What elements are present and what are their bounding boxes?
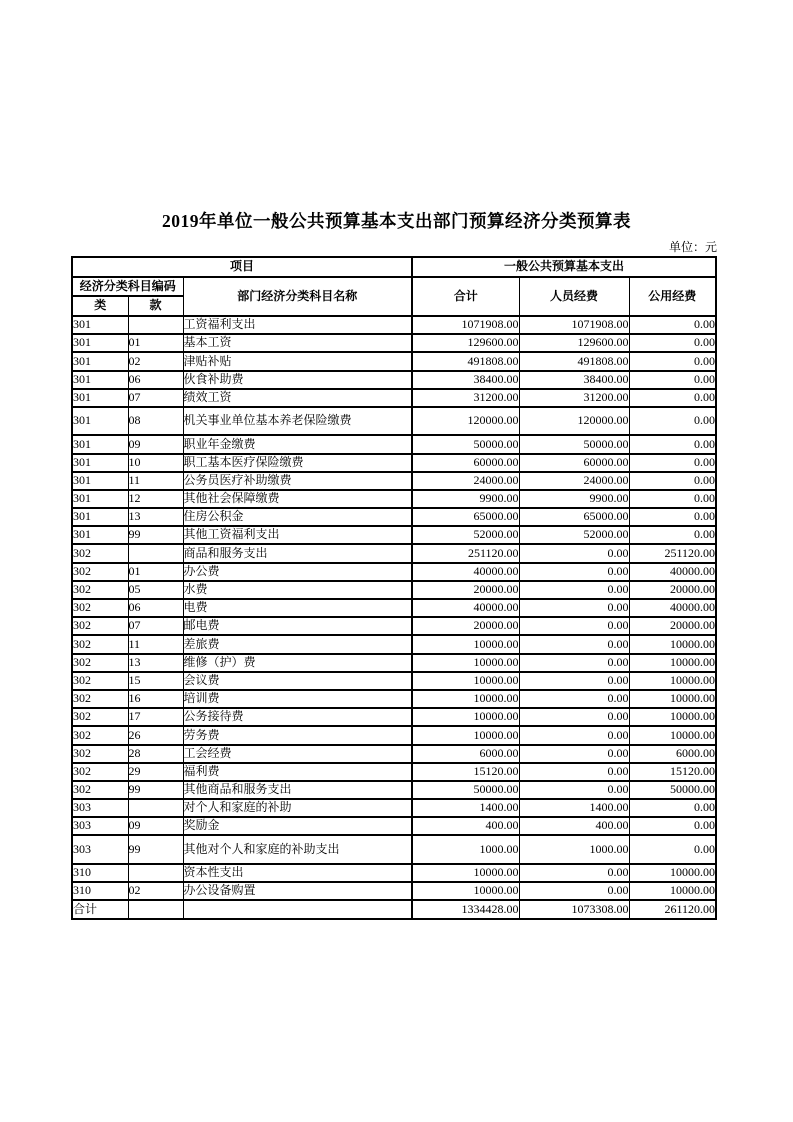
table-row bbox=[72, 407, 716, 435]
header-col-item: 款 bbox=[128, 296, 183, 316]
cell-name: 工资福利支出 bbox=[183, 316, 412, 334]
cell-public: 10000.00 bbox=[629, 708, 716, 726]
cell-public: 6000.00 bbox=[629, 745, 716, 763]
cell-total: 10000.00 bbox=[412, 864, 519, 882]
cell-code-item: 99 bbox=[128, 781, 183, 799]
cell-total: 40000.00 bbox=[412, 599, 519, 617]
total-row-personnel: 1073308.00 bbox=[519, 900, 629, 919]
cell-public: 10000.00 bbox=[629, 672, 716, 690]
header-col-public: 公用经费 bbox=[629, 277, 716, 316]
table-header bbox=[72, 257, 716, 316]
cell-public: 0.00 bbox=[629, 799, 716, 817]
table-row bbox=[72, 371, 716, 389]
cell-name: 商品和服务支出 bbox=[183, 544, 412, 562]
cell-personnel: 38400.00 bbox=[519, 371, 629, 389]
cell-personnel: 24000.00 bbox=[519, 472, 629, 490]
cell-code-item: 07 bbox=[128, 389, 183, 407]
table-row bbox=[72, 435, 716, 453]
cell-code-item: 29 bbox=[128, 763, 183, 781]
cell-personnel: 0.00 bbox=[519, 882, 629, 900]
cell-code-class: 302 bbox=[72, 635, 128, 653]
table-row bbox=[72, 563, 716, 581]
cell-code-class: 302 bbox=[72, 726, 128, 744]
table-row bbox=[72, 490, 716, 508]
table-row bbox=[72, 763, 716, 781]
cell-code-class: 310 bbox=[72, 864, 128, 882]
cell-name: 公务接待费 bbox=[183, 708, 412, 726]
cell-public: 251120.00 bbox=[629, 544, 716, 562]
cell-name: 津贴补贴 bbox=[183, 352, 412, 370]
table-row bbox=[72, 745, 716, 763]
cell-code-class: 302 bbox=[72, 672, 128, 690]
cell-name: 资本性支出 bbox=[183, 864, 412, 882]
cell-code-class: 302 bbox=[72, 690, 128, 708]
cell-code-class: 301 bbox=[72, 389, 128, 407]
cell-code-class: 301 bbox=[72, 435, 128, 453]
cell-public: 10000.00 bbox=[629, 635, 716, 653]
cell-personnel: 0.00 bbox=[519, 726, 629, 744]
cell-name: 职业年金缴费 bbox=[183, 435, 412, 453]
table-row bbox=[72, 454, 716, 472]
cell-total: 10000.00 bbox=[412, 672, 519, 690]
cell-public: 0.00 bbox=[629, 352, 716, 370]
cell-public: 20000.00 bbox=[629, 581, 716, 599]
cell-name: 机关事业单位基本养老保险缴费 bbox=[183, 407, 412, 435]
cell-code-class: 301 bbox=[72, 316, 128, 334]
budget-table bbox=[71, 256, 717, 920]
cell-public: 0.00 bbox=[629, 371, 716, 389]
cell-total: 24000.00 bbox=[412, 472, 519, 490]
cell-personnel: 52000.00 bbox=[519, 526, 629, 544]
cell-code-item: 02 bbox=[128, 882, 183, 900]
cell-code-class: 303 bbox=[72, 817, 128, 835]
cell-name: 水费 bbox=[183, 581, 412, 599]
cell-code-item: 15 bbox=[128, 672, 183, 690]
table-row bbox=[72, 581, 716, 599]
cell-public: 15120.00 bbox=[629, 763, 716, 781]
cell-personnel: 129600.00 bbox=[519, 334, 629, 352]
cell-name: 劳务费 bbox=[183, 726, 412, 744]
cell-total: 40000.00 bbox=[412, 563, 519, 581]
table-row bbox=[72, 726, 716, 744]
cell-total: 10000.00 bbox=[412, 654, 519, 672]
header-col-personnel: 人员经费 bbox=[519, 277, 629, 316]
cell-name: 培训费 bbox=[183, 690, 412, 708]
table-row bbox=[72, 389, 716, 407]
cell-code-class: 302 bbox=[72, 708, 128, 726]
cell-name: 伙食补助费 bbox=[183, 371, 412, 389]
table-row bbox=[72, 617, 716, 635]
cell-name: 绩效工资 bbox=[183, 389, 412, 407]
cell-total: 1400.00 bbox=[412, 799, 519, 817]
cell-total: 129600.00 bbox=[412, 334, 519, 352]
total-row-total: 1334428.00 bbox=[412, 900, 519, 919]
cell-personnel: 0.00 bbox=[519, 745, 629, 763]
cell-code-item: 06 bbox=[128, 599, 183, 617]
header-project-group: 项目 bbox=[72, 257, 412, 277]
cell-total: 491808.00 bbox=[412, 352, 519, 370]
cell-code-class: 302 bbox=[72, 599, 128, 617]
cell-personnel: 400.00 bbox=[519, 817, 629, 835]
cell-personnel: 0.00 bbox=[519, 599, 629, 617]
cell-code-item: 09 bbox=[128, 435, 183, 453]
cell-personnel: 0.00 bbox=[519, 544, 629, 562]
header-row-mid bbox=[72, 277, 716, 296]
cell-code-class: 302 bbox=[72, 617, 128, 635]
table-row bbox=[72, 352, 716, 370]
cell-code-class: 302 bbox=[72, 745, 128, 763]
table-row bbox=[72, 690, 716, 708]
cell-code-item bbox=[128, 799, 183, 817]
cell-code-class: 302 bbox=[72, 581, 128, 599]
cell-total: 1000.00 bbox=[412, 835, 519, 863]
cell-total: 60000.00 bbox=[412, 454, 519, 472]
table-row bbox=[72, 654, 716, 672]
cell-total: 52000.00 bbox=[412, 526, 519, 544]
cell-name: 其他商品和服务支出 bbox=[183, 781, 412, 799]
total-row-public: 261120.00 bbox=[629, 900, 716, 919]
total-row bbox=[72, 900, 716, 919]
cell-name: 住房公积金 bbox=[183, 508, 412, 526]
cell-public: 0.00 bbox=[629, 316, 716, 334]
table-row bbox=[72, 526, 716, 544]
header-col-name: 部门经济分类科目名称 bbox=[183, 277, 412, 316]
table-row bbox=[72, 672, 716, 690]
cell-code-item: 01 bbox=[128, 563, 183, 581]
cell-total: 120000.00 bbox=[412, 407, 519, 435]
cell-code-item: 13 bbox=[128, 508, 183, 526]
table-row bbox=[72, 635, 716, 653]
cell-public: 0.00 bbox=[629, 407, 716, 435]
cell-public: 40000.00 bbox=[629, 563, 716, 581]
cell-name: 奖励金 bbox=[183, 817, 412, 835]
cell-public: 0.00 bbox=[629, 435, 716, 453]
cell-personnel: 0.00 bbox=[519, 581, 629, 599]
table-row bbox=[72, 708, 716, 726]
total-row-empty-item bbox=[128, 900, 183, 919]
cell-public: 10000.00 bbox=[629, 690, 716, 708]
cell-total: 400.00 bbox=[412, 817, 519, 835]
cell-code-class: 302 bbox=[72, 781, 128, 799]
table-row bbox=[72, 599, 716, 617]
cell-personnel: 9900.00 bbox=[519, 490, 629, 508]
cell-name: 办公费 bbox=[183, 563, 412, 581]
cell-code-class: 303 bbox=[72, 835, 128, 863]
table-row bbox=[72, 882, 716, 900]
cell-public: 50000.00 bbox=[629, 781, 716, 799]
cell-code-class: 302 bbox=[72, 763, 128, 781]
table-row bbox=[72, 835, 716, 863]
cell-code-item: 09 bbox=[128, 817, 183, 835]
cell-personnel: 0.00 bbox=[519, 563, 629, 581]
cell-personnel: 65000.00 bbox=[519, 508, 629, 526]
cell-name: 差旅费 bbox=[183, 635, 412, 653]
cell-total: 20000.00 bbox=[412, 581, 519, 599]
cell-personnel: 491808.00 bbox=[519, 352, 629, 370]
cell-public: 10000.00 bbox=[629, 726, 716, 744]
cell-total: 20000.00 bbox=[412, 617, 519, 635]
total-row-label: 合计 bbox=[72, 900, 128, 919]
header-col-total: 合计 bbox=[412, 277, 519, 316]
cell-code-class: 302 bbox=[72, 654, 128, 672]
cell-personnel: 1400.00 bbox=[519, 799, 629, 817]
cell-total: 38400.00 bbox=[412, 371, 519, 389]
unit-label: 单位：元 bbox=[668, 240, 717, 254]
cell-personnel: 0.00 bbox=[519, 654, 629, 672]
table-row bbox=[72, 508, 716, 526]
cell-code-item: 05 bbox=[128, 581, 183, 599]
cell-name: 福利费 bbox=[183, 763, 412, 781]
cell-code-class: 301 bbox=[72, 454, 128, 472]
cell-total: 50000.00 bbox=[412, 435, 519, 453]
cell-code-class: 303 bbox=[72, 799, 128, 817]
cell-code-class: 301 bbox=[72, 371, 128, 389]
cell-code-class: 302 bbox=[72, 544, 128, 562]
cell-code-item: 11 bbox=[128, 635, 183, 653]
cell-public: 0.00 bbox=[629, 835, 716, 863]
cell-code-item bbox=[128, 544, 183, 562]
cell-code-item: 28 bbox=[128, 745, 183, 763]
cell-code-class: 301 bbox=[72, 508, 128, 526]
cell-code-class: 302 bbox=[72, 563, 128, 581]
cell-name: 公务员医疗补助缴费 bbox=[183, 472, 412, 490]
cell-personnel: 50000.00 bbox=[519, 435, 629, 453]
cell-code-class: 301 bbox=[72, 526, 128, 544]
table-row bbox=[72, 334, 716, 352]
table-row bbox=[72, 799, 716, 817]
cell-code-item: 12 bbox=[128, 490, 183, 508]
cell-total: 65000.00 bbox=[412, 508, 519, 526]
cell-name: 其他工资福利支出 bbox=[183, 526, 412, 544]
table-body bbox=[72, 316, 716, 900]
cell-public: 0.00 bbox=[629, 526, 716, 544]
table-row bbox=[72, 817, 716, 835]
cell-total: 31200.00 bbox=[412, 389, 519, 407]
cell-personnel: 0.00 bbox=[519, 690, 629, 708]
cell-name: 其他对个人和家庭的补助支出 bbox=[183, 835, 412, 863]
cell-code-class: 301 bbox=[72, 334, 128, 352]
cell-personnel: 31200.00 bbox=[519, 389, 629, 407]
page-title: 2019年单位一般公共预算基本支出部门预算经济分类预算表 bbox=[162, 211, 631, 231]
cell-code-class: 301 bbox=[72, 490, 128, 508]
cell-total: 10000.00 bbox=[412, 726, 519, 744]
cell-total: 251120.00 bbox=[412, 544, 519, 562]
cell-public: 20000.00 bbox=[629, 617, 716, 635]
cell-code-item bbox=[128, 864, 183, 882]
cell-public: 0.00 bbox=[629, 472, 716, 490]
cell-total: 6000.00 bbox=[412, 745, 519, 763]
cell-total: 1071908.00 bbox=[412, 316, 519, 334]
cell-code-item: 01 bbox=[128, 334, 183, 352]
cell-name: 工会经费 bbox=[183, 745, 412, 763]
cell-personnel: 0.00 bbox=[519, 672, 629, 690]
cell-public: 0.00 bbox=[629, 817, 716, 835]
cell-code-item: 26 bbox=[128, 726, 183, 744]
table-row bbox=[72, 864, 716, 882]
cell-personnel: 0.00 bbox=[519, 635, 629, 653]
cell-personnel: 60000.00 bbox=[519, 454, 629, 472]
total-row-empty-name bbox=[183, 900, 412, 919]
cell-code-item: 13 bbox=[128, 654, 183, 672]
cell-name: 邮电费 bbox=[183, 617, 412, 635]
cell-total: 10000.00 bbox=[412, 882, 519, 900]
cell-total: 50000.00 bbox=[412, 781, 519, 799]
cell-public: 40000.00 bbox=[629, 599, 716, 617]
cell-name: 电费 bbox=[183, 599, 412, 617]
cell-personnel: 1000.00 bbox=[519, 835, 629, 863]
cell-name: 维修（护）费 bbox=[183, 654, 412, 672]
table-row bbox=[72, 316, 716, 334]
table-row bbox=[72, 472, 716, 490]
cell-code-item: 08 bbox=[128, 407, 183, 435]
cell-personnel: 0.00 bbox=[519, 781, 629, 799]
cell-public: 0.00 bbox=[629, 490, 716, 508]
cell-code-item bbox=[128, 316, 183, 334]
table-footer bbox=[72, 900, 716, 919]
cell-code-class: 310 bbox=[72, 882, 128, 900]
cell-code-item: 10 bbox=[128, 454, 183, 472]
cell-personnel: 1071908.00 bbox=[519, 316, 629, 334]
header-col-class: 类 bbox=[72, 296, 128, 316]
cell-name: 基本工资 bbox=[183, 334, 412, 352]
cell-public: 0.00 bbox=[629, 454, 716, 472]
cell-code-item: 16 bbox=[128, 690, 183, 708]
cell-code-class: 301 bbox=[72, 407, 128, 435]
cell-public: 10000.00 bbox=[629, 882, 716, 900]
cell-public: 0.00 bbox=[629, 389, 716, 407]
table-row bbox=[72, 781, 716, 799]
cell-name: 对个人和家庭的补助 bbox=[183, 799, 412, 817]
cell-code-item: 99 bbox=[128, 526, 183, 544]
cell-personnel: 0.00 bbox=[519, 708, 629, 726]
cell-total: 9900.00 bbox=[412, 490, 519, 508]
cell-total: 10000.00 bbox=[412, 635, 519, 653]
cell-total: 10000.00 bbox=[412, 690, 519, 708]
cell-total: 10000.00 bbox=[412, 708, 519, 726]
cell-public: 10000.00 bbox=[629, 654, 716, 672]
cell-public: 0.00 bbox=[629, 334, 716, 352]
cell-code-item: 07 bbox=[128, 617, 183, 635]
cell-public: 10000.00 bbox=[629, 864, 716, 882]
cell-name: 其他社会保障缴费 bbox=[183, 490, 412, 508]
cell-code-item: 11 bbox=[128, 472, 183, 490]
cell-code-class: 301 bbox=[72, 352, 128, 370]
cell-code-item: 06 bbox=[128, 371, 183, 389]
cell-personnel: 0.00 bbox=[519, 864, 629, 882]
table-row bbox=[72, 544, 716, 562]
cell-personnel: 0.00 bbox=[519, 763, 629, 781]
header-budget-group: 一般公共预算基本支出 bbox=[412, 257, 716, 277]
cell-public: 0.00 bbox=[629, 508, 716, 526]
cell-name: 会议费 bbox=[183, 672, 412, 690]
cell-code-item: 02 bbox=[128, 352, 183, 370]
cell-name: 办公设备购置 bbox=[183, 882, 412, 900]
header-row-groups bbox=[72, 257, 716, 277]
cell-code-item: 99 bbox=[128, 835, 183, 863]
cell-code-item: 17 bbox=[128, 708, 183, 726]
cell-code-class: 301 bbox=[72, 472, 128, 490]
cell-total: 15120.00 bbox=[412, 763, 519, 781]
header-code-group: 经济分类科目编码 bbox=[72, 277, 183, 296]
cell-personnel: 0.00 bbox=[519, 617, 629, 635]
cell-personnel: 120000.00 bbox=[519, 407, 629, 435]
cell-name: 职工基本医疗保险缴费 bbox=[183, 454, 412, 472]
